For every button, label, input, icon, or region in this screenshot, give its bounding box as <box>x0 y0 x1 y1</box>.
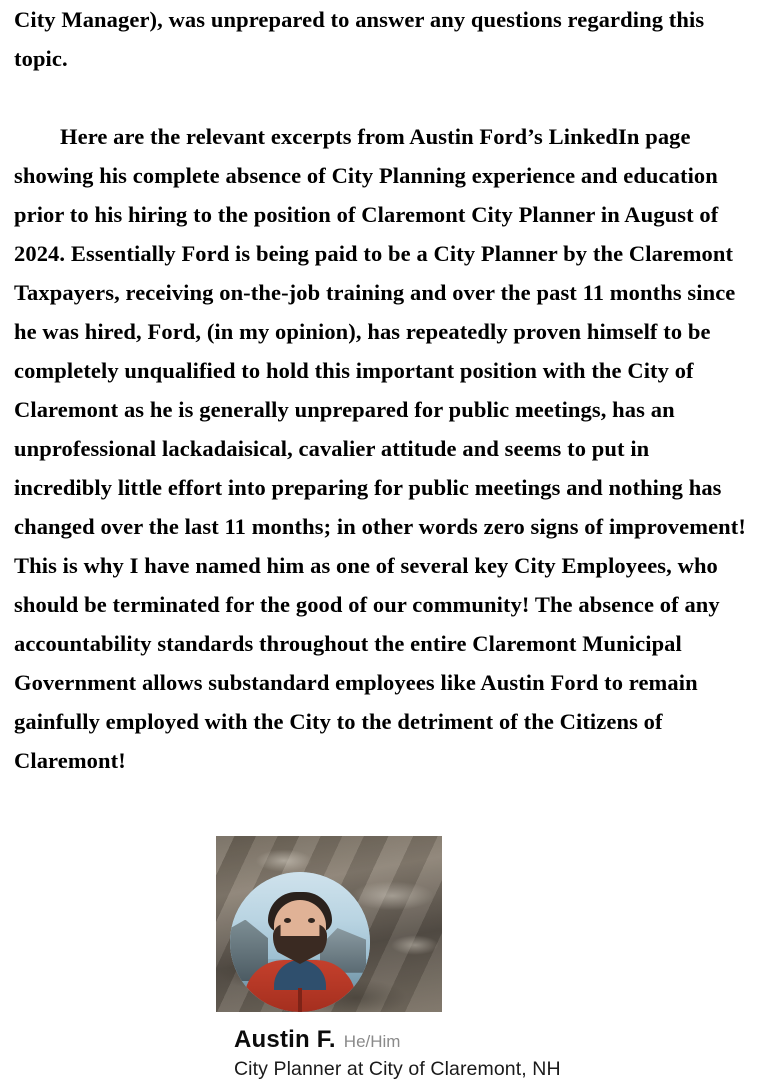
profile-name: Austin F. <box>234 1026 336 1053</box>
profile-headline: City Planner at City of Claremont, NH <box>234 1058 561 1080</box>
avatar-zipper <box>298 988 302 1012</box>
avatar <box>230 872 370 1012</box>
paragraph-1 <box>14 0 749 78</box>
paragraph-2 <box>14 117 749 780</box>
avatar-eye-left <box>284 918 291 923</box>
avatar-eye-right <box>308 918 315 923</box>
profile-photo <box>216 836 442 1012</box>
document-body <box>14 0 749 780</box>
profile-pronouns: He/Him <box>343 1032 401 1051</box>
linkedin-profile-card <box>14 836 749 1081</box>
paragraph-1-text: City Manager), was unprepared to answer any questions regarding this topic. <box>14 7 705 71</box>
paragraph-2-text: Here are the relevant excerpts from Austin Ford’s LinkedIn page showing his complete absence of City Planning experience and education prior to his hiring to the position of Claremont City Planner in August of 2024. Essentially Ford is being paid to be a City Planner by the Claremont Taxpayers, receiving on-the-job training and over the past 11 months since he was hired, Ford, (in my opinion), has repeatedly proven himself to be completely unqualified to hold this important position with the City of Claremont as he is generally unprepared for public meetings, has an unprofessional lackadaisical, cavalier attitude and seems to put in incredibly little effort into preparing for public meetings and nothing has changed over the last 11 months; in other words zero signs of improvement! This is why I have named him as one of several key City Employees, who should be terminated for the good of our community! The absence of any accountability standards throughout the entire Claremont Municipal Government allows substandard employees like Austin Ford to remain gainfully employed with the City to the detriment of the Citizens of Claremont! <box>14 124 746 773</box>
profile-name-row <box>216 1026 749 1054</box>
